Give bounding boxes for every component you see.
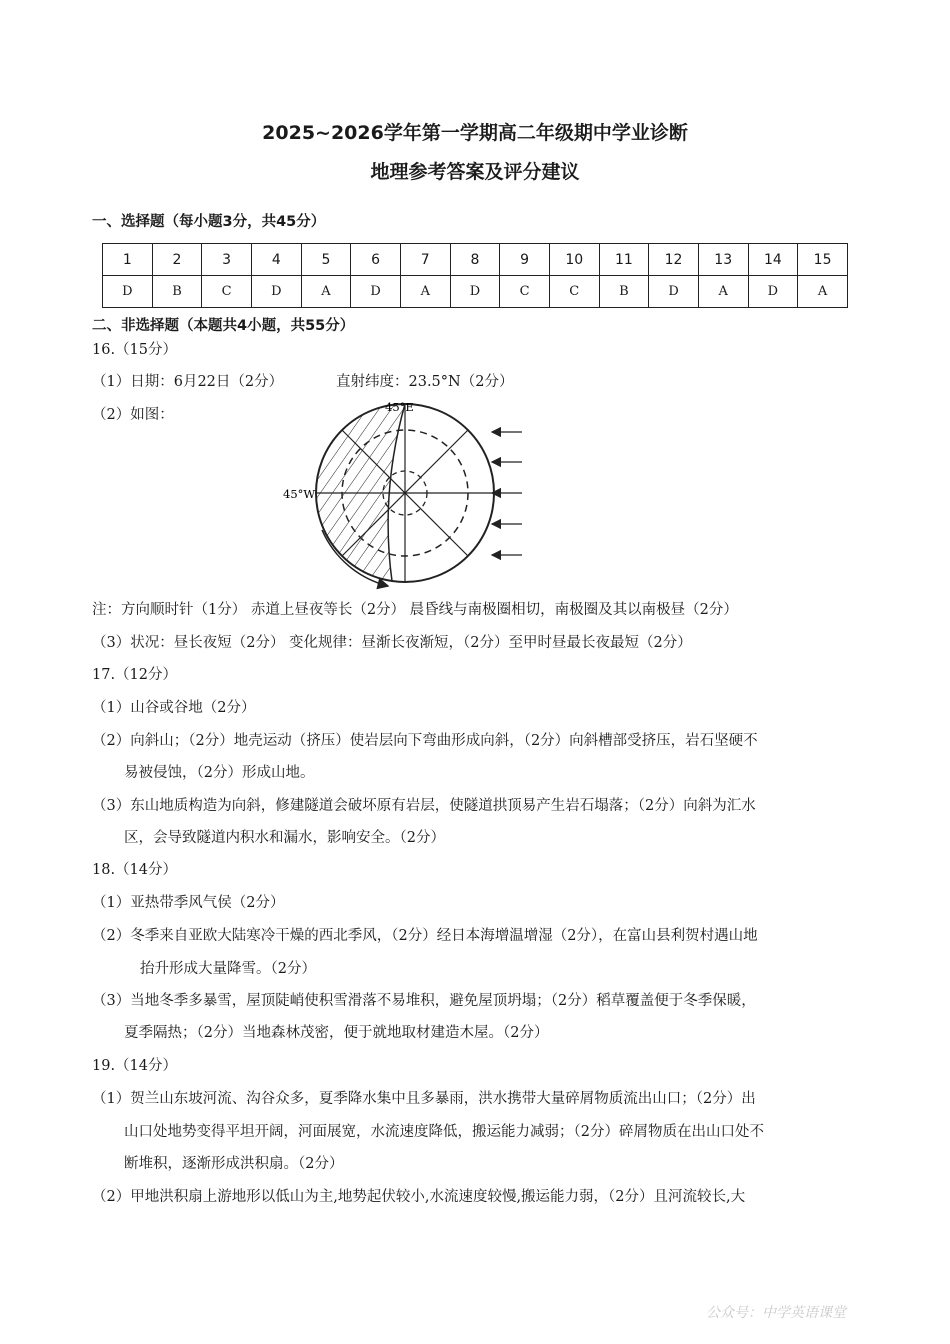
q19-part1-line3: 断堆积，逐渐形成洪积扇。（2分） — [124, 1156, 344, 1172]
question-number-cell: 12 — [649, 244, 699, 276]
q18-part3-line2: 夏季隔热；（2分）当地森林茂密，便于就地取材建造木屋。（2分） — [124, 1025, 549, 1041]
question-number-cell: 5 — [301, 244, 351, 276]
question-number-cell: 7 — [400, 244, 450, 276]
label-45e: 45°E — [385, 400, 414, 414]
q16-part1-latitude: 直射纬度：23.5°N（2分） — [336, 374, 514, 390]
question-number-cell: 1 — [103, 244, 153, 276]
page-subtitle: 地理参考答案及评分建议 — [370, 161, 580, 183]
q18-part2-line1: （2）冬季来自亚欧大陆寒冷干燥的西北季风，（2分）经日本海增温增湿（2分），在富山县利贺村遇山地 — [92, 928, 758, 944]
page-title: 2025~2026学年第一学期高二年级期中学业诊断 — [262, 122, 688, 144]
section-heading-nonchoice: 二、非选择题（本题共4小题，共55分） — [92, 318, 355, 334]
q18-heading: 18.（14分） — [92, 862, 178, 878]
answer-cell: A — [301, 276, 351, 308]
answer-cell: C — [202, 276, 252, 308]
answer-table-answer-row — [103, 276, 848, 308]
q16-part3: （3）状况：昼长夜短（2分） 变化规律：昼渐长夜渐短，（2分）至甲时昼最长夜最短（2分） — [92, 635, 692, 651]
q16-heading: 16.（15分） — [92, 342, 178, 358]
label-45w: 45°W — [283, 487, 316, 501]
q16-part2: （2）如图： — [92, 407, 174, 423]
question-number-cell: 13 — [698, 244, 748, 276]
answer-cell: A — [400, 276, 450, 308]
q19-part2-line1: （2）甲地洪积扇上游地形以低山为主,地势起伏较小,水流速度较慢,搬运能力弱，（2分）且河流较长,大 — [92, 1189, 746, 1205]
question-number-cell: 11 — [599, 244, 649, 276]
answer-cell: D — [748, 276, 798, 308]
answer-cell: D — [450, 276, 500, 308]
answer-cell: A — [798, 276, 848, 308]
answer-table — [102, 243, 848, 308]
answer-table-number-row — [103, 244, 848, 276]
q18-part2-line2: 抬升形成大量降雪。（2分） — [140, 961, 316, 977]
question-number-cell: 10 — [549, 244, 599, 276]
question-number-cell: 3 — [202, 244, 252, 276]
answer-cell: D — [351, 276, 401, 308]
q17-part2-line1: （2）向斜山；（2分）地壳运动（挤压）使岩层向下弯曲形成向斜，（2分）向斜槽部受挤压，岩石坚硬不 — [92, 733, 758, 749]
q17-part1: （1）山谷或谷地（2分） — [92, 700, 256, 716]
q17-part2-line2: 易被侵蚀，（2分）形成山地。 — [124, 765, 315, 781]
q16-note: 注：方向顺时针（1分） 赤道上昼夜等长（2分） 晨昏线与南极圈相切，南极圈及其以南极昼（2分） — [92, 602, 738, 618]
q18-part1: （1）亚热带季风气侯（2分） — [92, 895, 285, 911]
question-number-cell: 2 — [152, 244, 202, 276]
answer-cell: D — [649, 276, 699, 308]
q19-heading: 19.（14分） — [92, 1058, 178, 1074]
answer-cell: B — [152, 276, 202, 308]
question-number-cell: 6 — [351, 244, 401, 276]
answer-cell: D — [251, 276, 301, 308]
answer-cell: A — [698, 276, 748, 308]
answer-cell: C — [500, 276, 550, 308]
question-number-cell: 8 — [450, 244, 500, 276]
section-heading-choice: 一、选择题（每小题3分，共45分） — [92, 214, 326, 230]
q17-part3-line2: 区，会导致隧道内积水和漏水，影响安全。（2分） — [124, 830, 445, 846]
question-number-cell: 9 — [500, 244, 550, 276]
q17-heading: 17.（12分） — [92, 667, 178, 683]
q18-part3-line1: （3）当地冬季多暴雪，屋顶陡峭使积雪滑落不易堆积，避免屋顶坍塌；（2分）稻草覆盖便于冬季保暖， — [92, 993, 756, 1009]
question-number-cell: 14 — [748, 244, 798, 276]
watermark: 公众号：中学英语课堂 — [706, 1305, 846, 1321]
answer-cell: D — [103, 276, 153, 308]
answer-cell: B — [599, 276, 649, 308]
q19-part1-line1: （1）贺兰山东坡河流、沟谷众多，夏季降水集中且多暴雨，洪水携带大量碎屑物质流出山口；（2分）出 — [92, 1091, 756, 1107]
polar-diagram — [270, 390, 540, 590]
answer-cell: C — [549, 276, 599, 308]
q19-part1-line2: 山口处地势变得平坦开阔，河面展宽，水流速度降低，搬运能力减弱；（2分）碎屑物质在出山口处不 — [124, 1124, 764, 1140]
question-number-cell: 4 — [251, 244, 301, 276]
q16-part1: （1）日期：6月22日（2分） — [92, 374, 284, 390]
q17-part3-line1: （3）东山地质构造为向斜，修建隧道会破坏原有岩层，使隧道拱顶易产生岩石塌落；（2分）向斜为汇水 — [92, 798, 756, 814]
question-number-cell: 15 — [798, 244, 848, 276]
